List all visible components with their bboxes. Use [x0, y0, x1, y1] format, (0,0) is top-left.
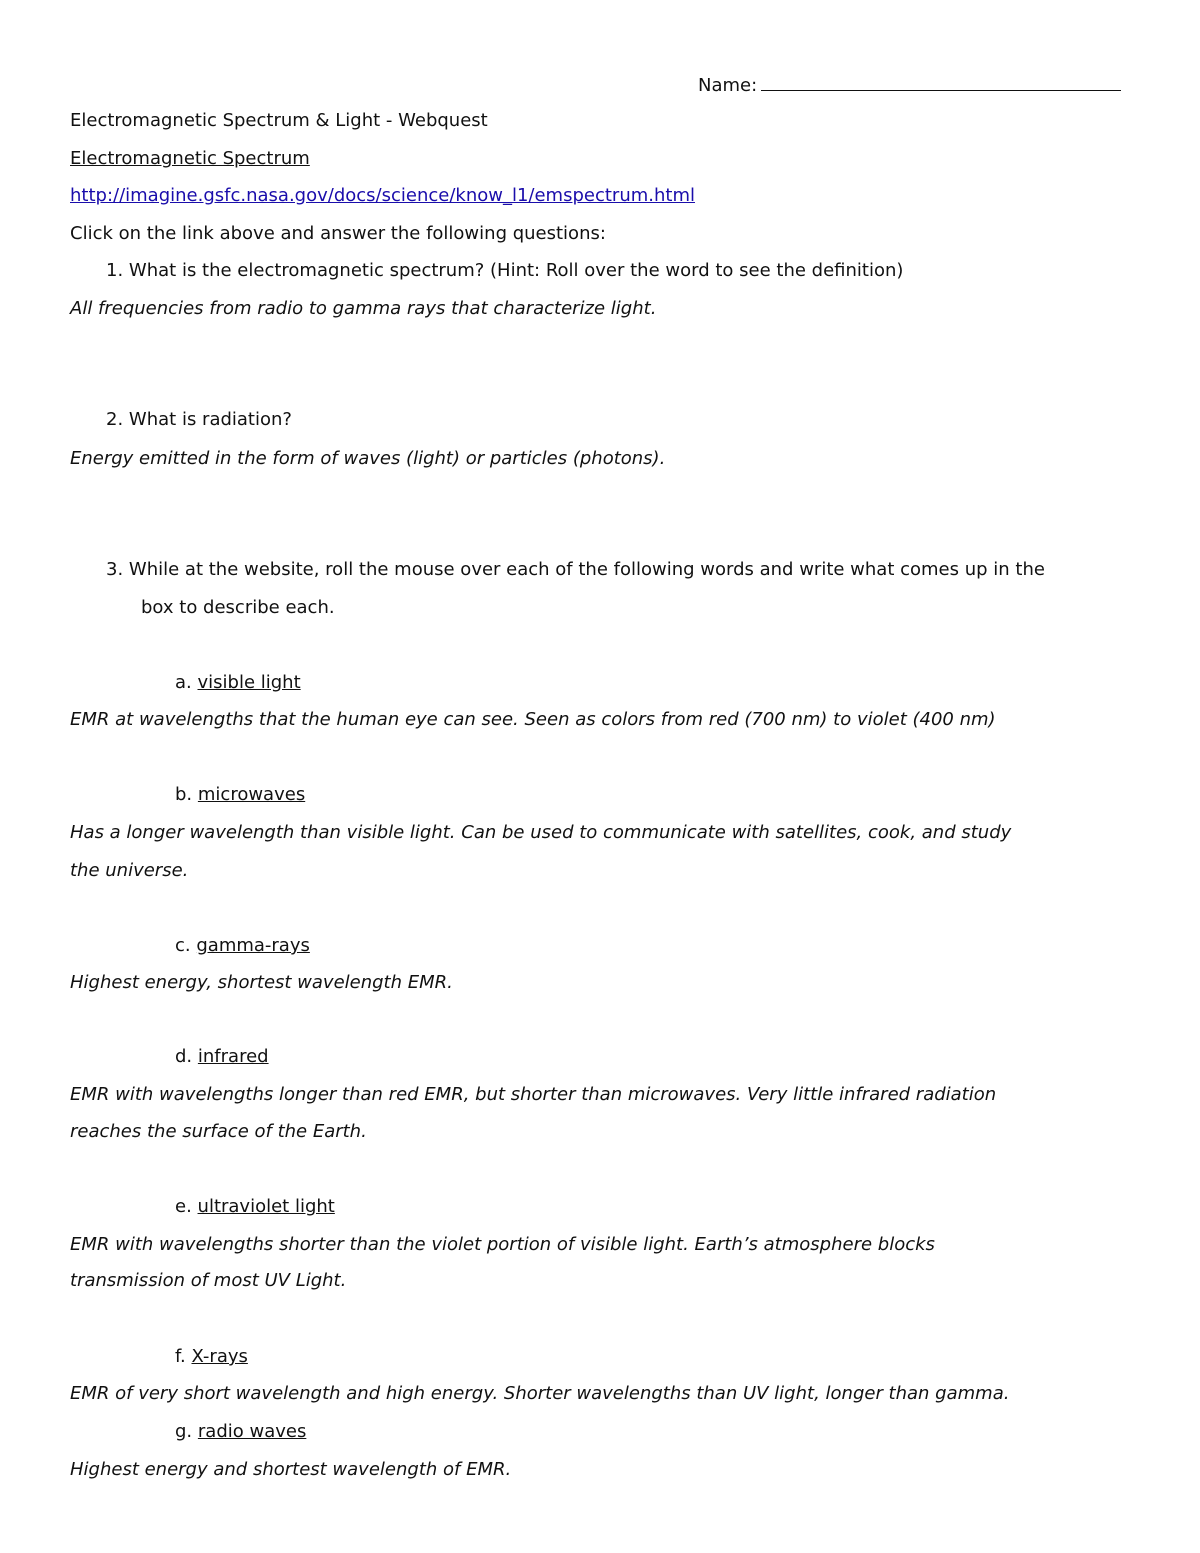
question-text: What is radiation? [128, 409, 292, 430]
term-radio-waves [175, 1420, 306, 1444]
reference-link[interactable]: http://imagine.gsfc.nasa.gov/docs/science/know_l1/emspectrum.html [70, 185, 695, 206]
term-ultraviolet-light [175, 1195, 335, 1219]
term-letter: d. [175, 1046, 193, 1067]
term-name: X-rays [191, 1346, 248, 1367]
term-answer-line: EMR at wavelengths that the human eye can see. Seen as colors from red (700 nm) to violet (400 nm) [70, 709, 996, 730]
answer-1: All frequencies from radio to gamma rays that characterize light. [70, 298, 657, 319]
term-letter: g. [175, 1421, 193, 1442]
term-answer-line: EMR with wavelengths shorter than the violet portion of visible light. Earth’s atmosphere blocks [70, 1234, 935, 1255]
term-letter: f. [175, 1346, 186, 1367]
name-field [698, 72, 1121, 98]
term-infrared [175, 1045, 269, 1069]
term-answer-line: Has a longer wavelength than visible light. Can be used to communicate with satellites, cook, and study [70, 822, 1012, 843]
term-gamma-rays [175, 934, 310, 958]
question-text-line-1: While at the website, roll the mouse over each of the following words and write what comes up in the [128, 559, 1045, 580]
term-answer-line: EMR with wavelengths longer than red EMR, but shorter than microwaves. Very little infrared radiation [70, 1084, 997, 1105]
question-text: What is the electromagnetic spectrum? (Hint: Roll over the word to see the definition) [128, 260, 904, 281]
section-heading: Electromagnetic Spectrum [70, 148, 310, 169]
question-number: 3. [106, 559, 124, 580]
term-name: microwaves [197, 784, 306, 805]
question-number: 2. [106, 409, 124, 430]
question-2 [106, 408, 292, 432]
question-1 [106, 259, 903, 283]
question-3 [106, 558, 1045, 582]
term-name: gamma-rays [196, 935, 310, 956]
name-blank-line[interactable] [761, 72, 1121, 91]
term-name: ultraviolet light [197, 1196, 335, 1217]
term-letter: c. [175, 935, 191, 956]
term-answer-line: transmission of most UV Light. [70, 1270, 347, 1291]
term-answer-line: the universe. [70, 860, 189, 881]
term-microwaves [175, 783, 305, 807]
question-3-continuation: box to describe each. [141, 597, 335, 618]
instructions: Click on the link above and answer the following questions: [70, 223, 606, 244]
term-visible-light [175, 671, 301, 695]
question-number: 1. [106, 260, 124, 281]
term-letter: b. [175, 784, 193, 805]
term-answer-line: Highest energy and shortest wavelength of EMR. [70, 1459, 512, 1480]
term-letter: a. [175, 672, 192, 693]
term-letter: e. [175, 1196, 192, 1217]
worksheet-title: Electromagnetic Spectrum & Light - Webquest [70, 110, 488, 131]
term-answer-line: EMR of very short wavelength and high energy. Shorter wavelengths than UV light, longer than gamma. [70, 1383, 1010, 1404]
name-label: Name: [698, 75, 758, 96]
term-x-rays [175, 1345, 248, 1369]
term-name: infrared [197, 1046, 269, 1067]
term-name: visible light [197, 672, 301, 693]
term-answer-line: Highest energy, shortest wavelength EMR. [70, 972, 453, 993]
term-answer-line: reaches the surface of the Earth. [70, 1121, 367, 1142]
term-name: radio waves [197, 1421, 307, 1442]
answer-2: Energy emitted in the form of waves (light) or particles (photons). [70, 448, 666, 469]
